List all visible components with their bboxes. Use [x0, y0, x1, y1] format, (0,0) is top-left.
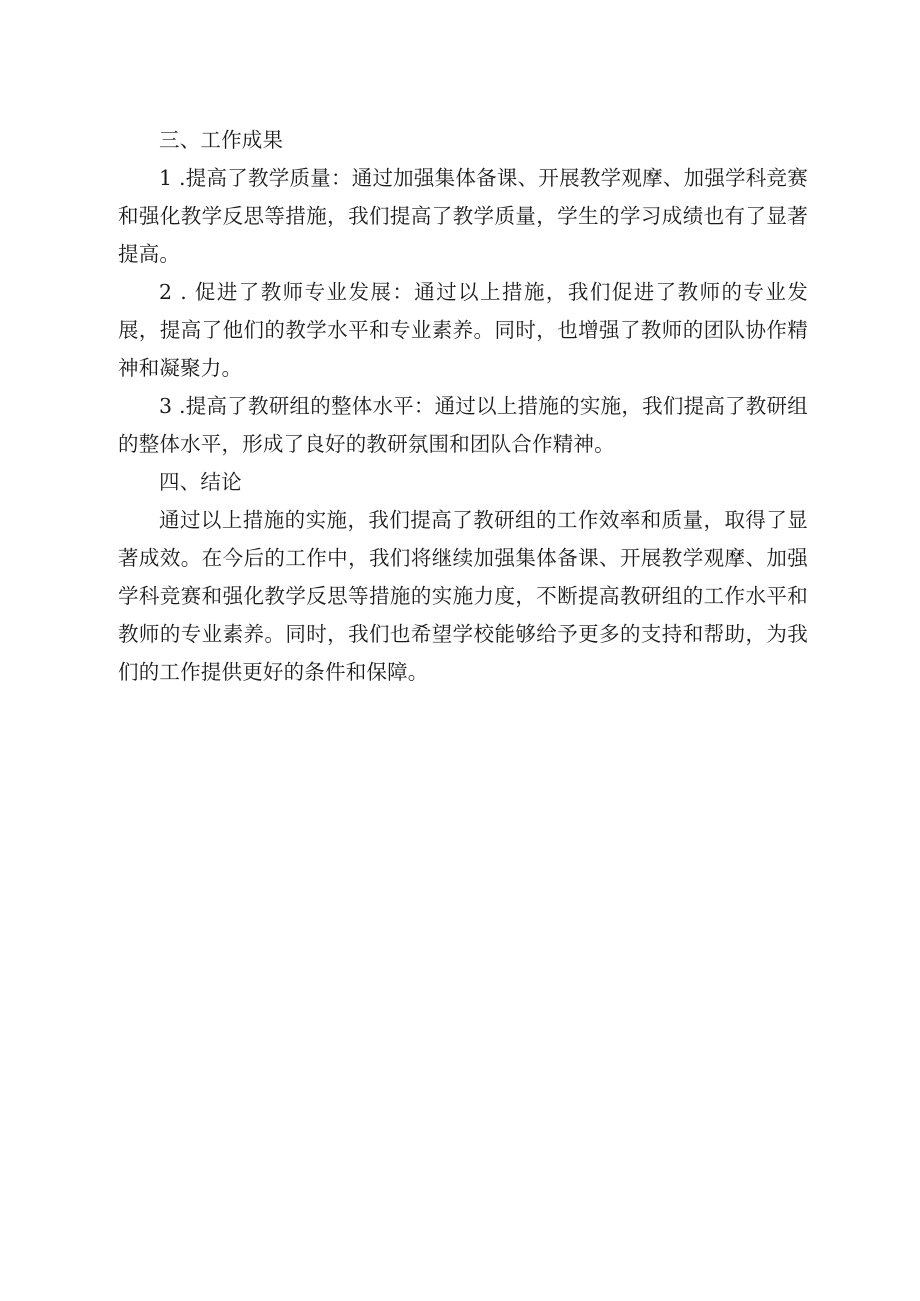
conclusion-paragraph: 通过以上措施的实施，我们提高了教研组的工作效率和质量，取得了显著成效。在今后的工作中，我们将继续加强集体备课、开展教学观摩、加强学科竞赛和强化教学反思等措施的实施力度，不断提高教研组的工作水平和教师的专业素养。同时，我们也希望学校能够给予更多的支持和帮助，为我们的工作提供更好的条件和保障。: [118, 508, 808, 684]
results-item-3: 3 .提高了教研组的整体水平：通过以上措施的实施，我们提高了教研组的整体水平，形成了良好的教研氛围和团队合作精神。: [118, 394, 808, 456]
results-item-2: 2 . 促进了教师专业发展：通过以上措施，我们促进了教师的专业发展，提高了他们的教学水平和专业素养。同时，也增强了教师的团队协作精神和凝聚力。: [118, 280, 808, 380]
section-heading-results: 三、工作成果: [159, 128, 284, 152]
results-item-1: 1 .提高了教学质量：通过加强集体备课、开展教学观摩、加强学科竞赛和强化教学反思等措施，我们提高了教学质量，学生的学习成绩也有了显著提高。: [118, 166, 808, 266]
document-body: [118, 121, 808, 691]
section-heading-conclusion: 四、结论: [159, 470, 242, 494]
